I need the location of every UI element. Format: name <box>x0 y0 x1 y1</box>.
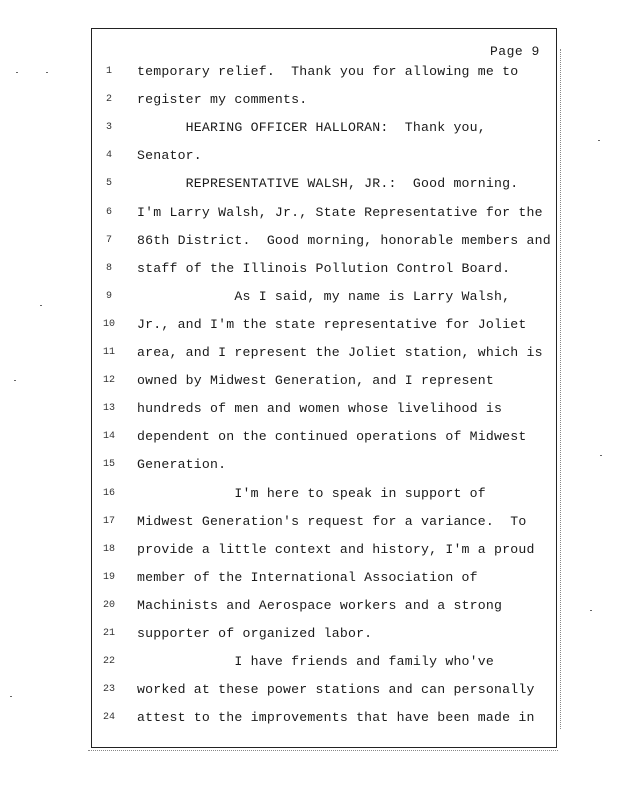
line-number: 1 <box>105 66 112 77</box>
transcript-line <box>0 315 618 335</box>
transcript-line <box>0 624 618 644</box>
line-text: worked at these power stations and can personally <box>137 682 535 698</box>
transcript-line <box>0 680 618 700</box>
scan-speck <box>16 72 18 73</box>
line-number: 15 <box>102 459 115 471</box>
scan-speck <box>14 380 16 381</box>
line-text: owned by Midwest Generation, and I represent <box>137 373 495 389</box>
transcript-line <box>0 427 618 447</box>
line-text: HEARING OFFICER HALLORAN: Thank you, <box>137 120 486 136</box>
line-number: 14 <box>102 431 115 443</box>
line-number: 22 <box>102 656 115 668</box>
line-text: 86th District. Good morning, honorable members and <box>137 232 551 248</box>
line-number: 2 <box>105 94 112 106</box>
line-number: 6 <box>105 206 112 218</box>
transcript-line <box>0 90 618 110</box>
scan-speck <box>46 72 48 73</box>
line-number: 13 <box>102 403 115 415</box>
transcript-line <box>0 287 618 307</box>
line-text: I have friends and family who've <box>137 654 495 670</box>
line-text: Jr., and I'm the state representative for Joliet <box>137 316 527 332</box>
line-text: member of the International Association of <box>137 569 478 585</box>
line-number: 18 <box>102 543 115 555</box>
line-text: attest to the improvements that have been made in <box>137 710 535 726</box>
line-text: Machinists and Aerospace workers and a strong <box>137 597 503 613</box>
transcript-line <box>0 568 618 588</box>
scan-speck <box>590 610 592 611</box>
line-number: 7 <box>105 234 112 246</box>
line-text: dependent on the continued operations of Midwest <box>137 429 527 445</box>
transcript-line <box>0 231 618 251</box>
scan-speck <box>10 696 12 697</box>
line-number: 4 <box>105 150 112 162</box>
line-text: staff of the Illinois Pollution Control Board. <box>137 260 511 276</box>
page-number: Page 9 <box>490 44 540 59</box>
transcript-line <box>0 484 618 504</box>
transcript-line <box>0 540 618 560</box>
transcript-line <box>0 174 618 194</box>
transcript-line <box>0 62 618 82</box>
line-number: 23 <box>102 684 115 696</box>
line-text: Midwest Generation's request for a variance. To <box>137 513 527 529</box>
line-text: Senator. <box>137 148 202 164</box>
line-number: 17 <box>102 515 115 527</box>
line-number: 5 <box>105 178 112 190</box>
line-number: 21 <box>102 628 115 639</box>
line-text: hundreds of men and women whose livelihood is <box>137 401 503 417</box>
line-number: 12 <box>102 375 115 387</box>
transcript-line <box>0 399 618 419</box>
transcript-line <box>0 203 618 223</box>
scan-speck <box>600 455 602 456</box>
scan-speck <box>598 140 600 141</box>
transcript-line <box>0 652 618 672</box>
line-text: As I said, my name is Larry Walsh, <box>137 288 511 304</box>
transcript-line <box>0 455 618 475</box>
line-number: 11 <box>102 347 115 358</box>
line-number: 19 <box>102 571 115 583</box>
line-number: 10 <box>102 318 115 330</box>
transcript-line <box>0 259 618 279</box>
line-number: 9 <box>105 290 112 302</box>
line-number: 8 <box>105 262 112 274</box>
line-text: REPRESENTATIVE WALSH, JR.: Good morning. <box>137 176 519 192</box>
transcript-line <box>0 708 618 728</box>
line-number: 16 <box>102 487 115 499</box>
transcript-line <box>0 146 618 166</box>
transcript-line <box>0 118 618 138</box>
line-number: 24 <box>102 712 115 724</box>
line-number: 3 <box>105 122 112 134</box>
transcript-line <box>0 343 618 363</box>
line-text: supporter of organized labor. <box>137 626 373 641</box>
transcript-line <box>0 512 618 532</box>
transcript-line <box>0 371 618 391</box>
line-number: 20 <box>102 599 115 611</box>
line-text: I'm here to speak in support of <box>137 485 486 501</box>
transcript-line <box>0 596 618 616</box>
line-text: area, and I represent the Joliet station, which is <box>137 345 543 360</box>
line-text: temporary relief. Thank you for allowing me to <box>137 64 519 79</box>
line-text: I'm Larry Walsh, Jr., State Representative for the <box>137 204 543 220</box>
scan-speck <box>40 305 42 306</box>
line-text: provide a little context and history, I'm a proud <box>137 541 535 557</box>
line-text: register my comments. <box>137 92 308 108</box>
line-text: Generation. <box>137 457 227 473</box>
